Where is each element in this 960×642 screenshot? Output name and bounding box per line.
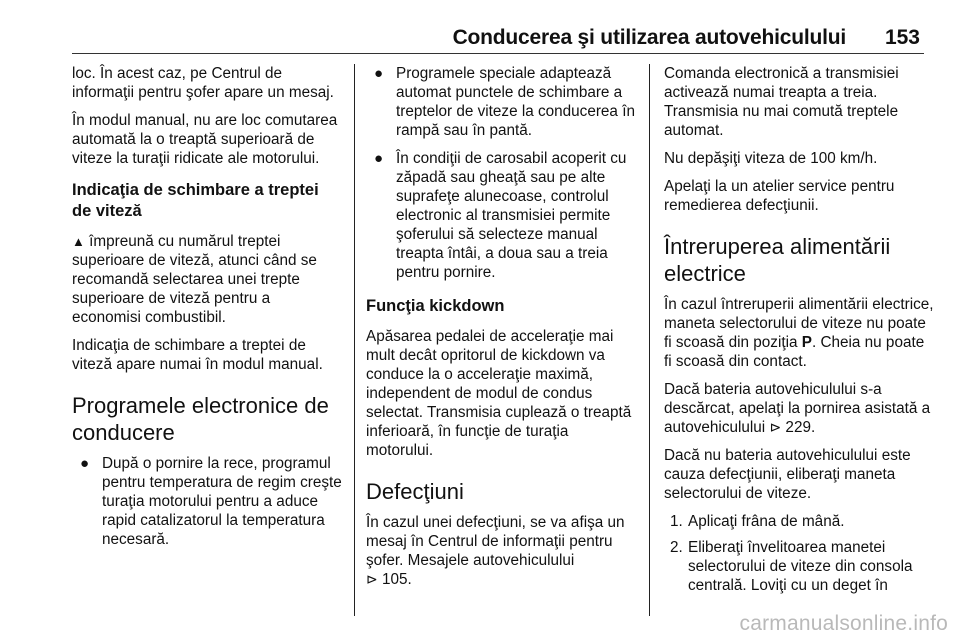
page-reference: 229. — [781, 419, 816, 436]
list-item: ● Programele speciale adaptează automat punctele de schimbare a treptelor de viteze la conducerea în rampă sau în pantă. — [374, 65, 635, 139]
heading-faults: Defecţiuni — [366, 479, 464, 504]
column-3 — [664, 64, 934, 602]
paragraph-release-lever: Dacă nu bateria autovehiculului este cauza defecţiunii, eliberaţi maneta selectorului de viteze. — [664, 447, 911, 502]
bullet-icon: ● — [374, 150, 384, 167]
paragraph-battery: Dacă bateria autovehiculului s-a descărcat, apelaţi la pornirea asistată a autovehiculului ⊳ 229. — [664, 381, 931, 436]
page-number: 153 — [884, 26, 920, 49]
heading-kickdown: Funcţia kickdown — [366, 297, 505, 315]
page-reference: 105. — [377, 571, 412, 588]
page-header — [72, 24, 924, 52]
column-1 — [72, 64, 342, 558]
bullet-list-programs-continued — [366, 64, 636, 282]
upshift-triangle-icon: ▲ — [72, 234, 85, 249]
heading-electronic-programs: Programele electronice de conducere — [72, 393, 329, 445]
bullet-icon: ● — [80, 455, 90, 472]
heading-shift-indicator: Indicaţia de schimbare a treptei de viteză — [72, 181, 319, 220]
list-item: 1. Aplicaţi frâna de mână. — [670, 513, 845, 530]
paragraph-kickdown: Apăsarea pedalei de acceleraţie mai mult decât opritorul de kickdown va conduce la o acceleraţie maximă, independent de modul de condus selectat. Transmisia cuplează o treaptă inferioară, în funcţie de turaţia motorului. — [366, 328, 632, 459]
numbered-steps — [664, 512, 934, 595]
watermark-text: carmanualsonline.info — [739, 612, 948, 635]
paragraph-shift-indicator-manual: Indicaţia de schimbare a treptei de viteză apare numai în modul manual. — [72, 337, 323, 373]
column-divider-2 — [649, 64, 650, 616]
chapter-title: Conducerea şi utilizarea autovehiculului — [452, 26, 846, 49]
paragraph-manual-mode: În modul manual, nu are loc comutarea automată la o treaptă superioară de viteze la turaţii ridicate ale motorului. — [72, 112, 338, 167]
bullet-list-programs — [72, 454, 342, 549]
paragraph-faults: În cazul unei defecţiuni, se va afişa un mesaj în Centrul de informaţii pentru şofer. Mesajele autovehiculului ⊳ 105. — [366, 514, 625, 588]
list-item: 2. Eliberaţi învelitoarea manetei selectorului de viteze din consola centrală. Loviţi cu un deget în — [670, 539, 913, 594]
paragraph-workshop: Apelaţi la un atelier service pentru remedierea defecţiunii. — [664, 178, 895, 214]
page-reference-icon: ⊳ — [366, 571, 378, 587]
paragraph-shift-indicator: ▲ împreună cu numărul treptei superioare de viteză, atunci când se recomandă selectarea unei trepte superioare de viteză pentru a economisi combustibil. — [72, 233, 317, 326]
paragraph-third-gear: Comanda electronică a transmisiei activează numai treapta a treia. Transmisia nu mai comută treptele automat. — [664, 65, 899, 139]
heading-power-interruption: Întreruperea alimentării electrice — [664, 234, 891, 286]
paragraph-speed-limit: Nu depăşiţi viteza de 100 km/h. — [664, 150, 878, 167]
paragraph-power-interruption: În cazul întreruperii alimentării electrice, maneta selectorului de viteze nu poate fi scoasă din poziţia P. Cheia nu poate fi scoasă din contact. — [664, 296, 934, 370]
column-2 — [366, 64, 636, 598]
list-item: ● În condiţii de carosabil acoperit cu zăpadă sau gheaţă sau pe alte suprafeţe alunecoase, controlul electronic al transmisiei permite şoferului să selecteze manual treapta întâi, a doua sau a treia pentru pornire. — [374, 150, 627, 281]
position-p-label: P — [801, 334, 812, 351]
column-divider-1 — [354, 64, 355, 616]
list-item: ● După o pornire la rece, programul pentru temperatura de regim creşte turaţia motorului pentru a aduce rapid catalizatorul la temperatura necesară. — [80, 455, 342, 548]
paragraph-continued: loc. În acest caz, pe Centrul de informaţii pentru şofer apare un mesaj. — [72, 65, 334, 101]
bullet-icon: ● — [374, 65, 384, 82]
page-reference-icon: ⊳ — [769, 419, 782, 435]
header-rule — [72, 53, 924, 54]
